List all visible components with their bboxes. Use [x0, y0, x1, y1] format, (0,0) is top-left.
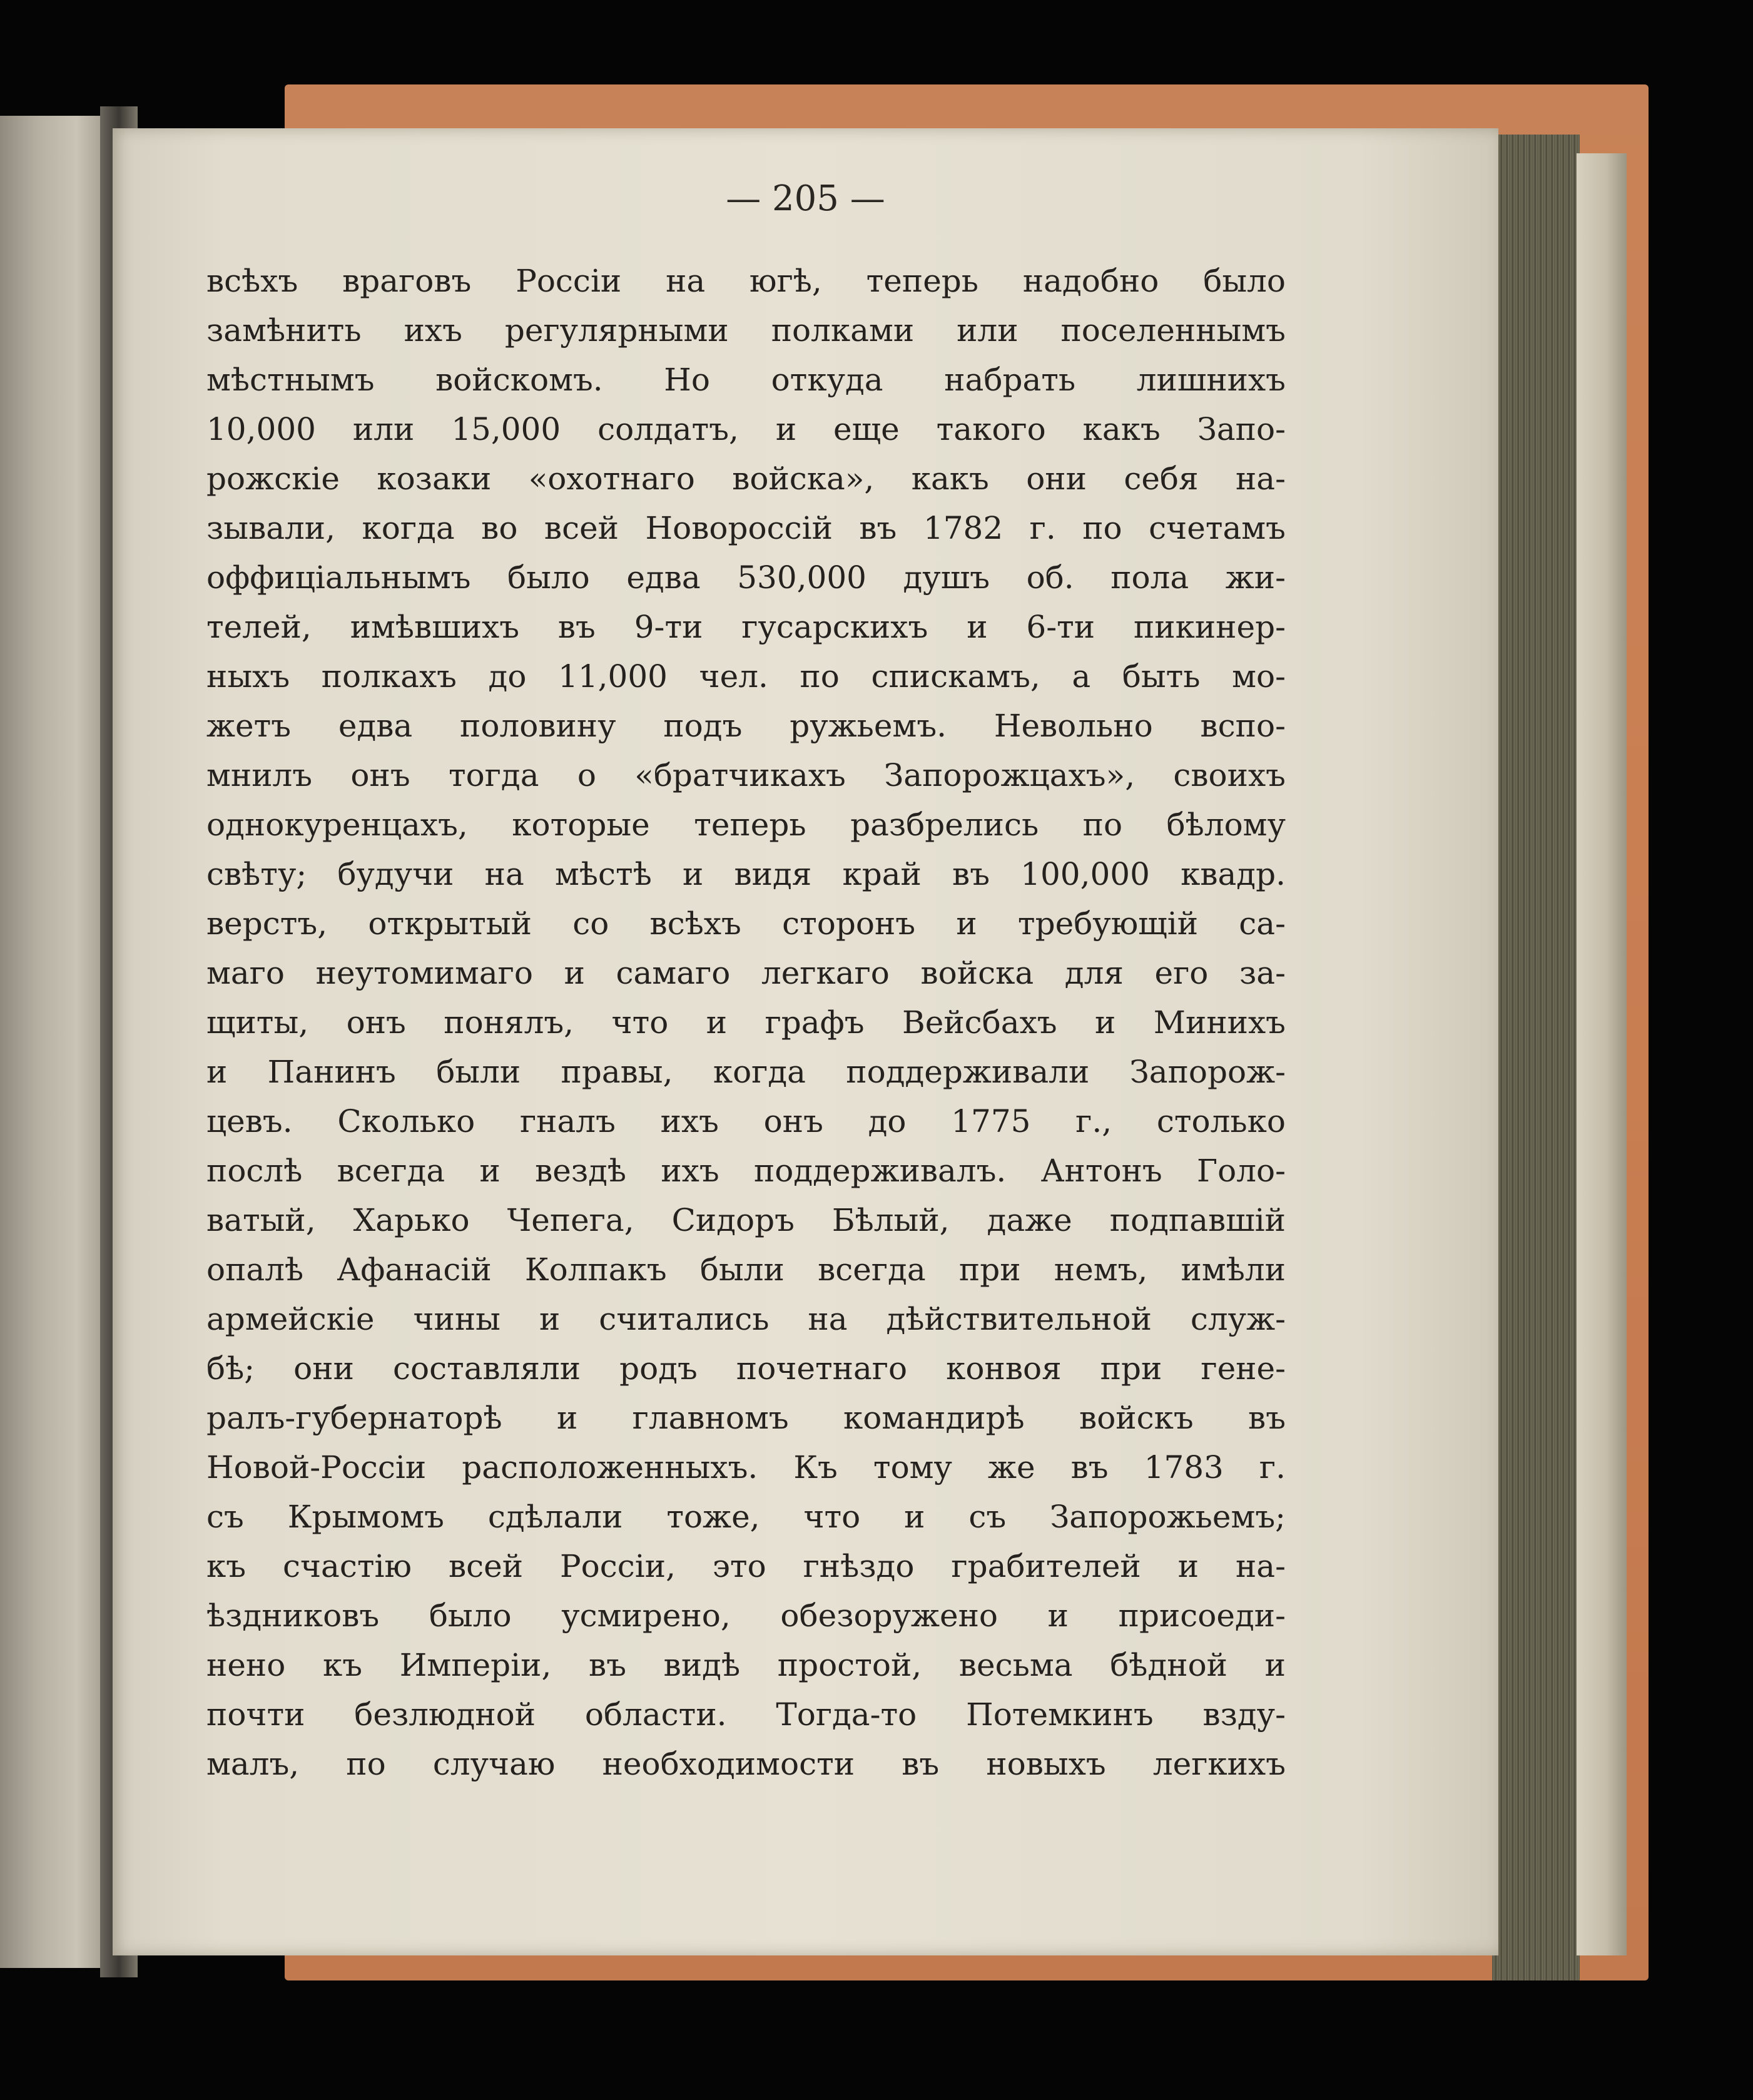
text-line: замѣнить ихъ регулярными полками или поселеннымъ — [206, 312, 1286, 349]
text-line: Новой-Россіи расположенныхъ. Къ тому же въ 1783 г. — [206, 1449, 1286, 1486]
text-line: телей, имѣвшихъ въ 9-ти гусарскихъ и 6-ти пикинер- — [206, 609, 1286, 645]
text-line: зывали, когда во всей Новороссій въ 1782 г. по счетамъ — [206, 510, 1286, 546]
page-block-outer-edge — [1577, 153, 1627, 1955]
text-line: всѣхъ враговъ Россіи на югѣ, теперь надобно было — [206, 263, 1286, 299]
text-line: жетъ едва половину подъ ружьемъ. Невольно вспо- — [206, 708, 1286, 744]
text-line: мѣстнымъ войскомъ. Но откуда набрать лишнихъ — [206, 362, 1286, 398]
text-line: маго неутомимаго и самаго легкаго войска для его за- — [206, 955, 1286, 991]
text-line: къ счастію всей Россіи, это гнѣздо грабителей и на- — [206, 1548, 1286, 1584]
text-line: ралъ-губернаторѣ и главномъ командирѣ войскъ въ — [206, 1400, 1286, 1436]
text-line: ныхъ полкахъ до 11,000 чел. по спискамъ, а быть мо- — [206, 658, 1286, 695]
page-block-edges — [1492, 135, 1580, 1980]
text-line: щиты, онъ понялъ, что и графъ Вейсбахъ и Минихъ — [206, 1004, 1286, 1041]
text-line: почти безлюдной области. Тогда-то Потемкинъ взду- — [206, 1696, 1286, 1733]
text-line: опалѣ Афанасій Колпакъ были всегда при немъ, имѣли — [206, 1251, 1286, 1288]
text-line: бѣ; они составляли родъ почетнаго конвоя при гене- — [206, 1350, 1286, 1387]
text-line: послѣ всегда и вездѣ ихъ поддерживалъ. Антонъ Голо- — [206, 1153, 1286, 1189]
text-line: ѣздниковъ было усмирено, обезоружено и присоеди- — [206, 1598, 1286, 1634]
book-page — [113, 128, 1498, 1955]
text-line: 10,000 или 15,000 солдатъ, и еще такого какъ Запо- — [206, 411, 1286, 447]
text-line: оффиціальнымъ было едва 530,000 душъ об. пола жи- — [206, 559, 1286, 596]
text-line: съ Крымомъ сдѣлали тоже, что и съ Запорожьемъ; — [206, 1499, 1286, 1535]
text-line: и Панинъ были правы, когда поддерживали Запорож- — [206, 1054, 1286, 1090]
text-line: ватый, Харько Чепега, Сидоръ Бѣлый, даже подпавшій — [206, 1202, 1286, 1238]
text-line: цевъ. Сколько гналъ ихъ онъ до 1775 г., столько — [206, 1103, 1286, 1139]
text-line: однокуренцахъ, которые теперь разбрелись по бѣлому — [206, 807, 1286, 843]
text-line: верстъ, открытый со всѣхъ сторонъ и требующій са- — [206, 905, 1286, 942]
text-line: малъ, по случаю необходимости въ новыхъ легкихъ — [206, 1746, 1286, 1782]
text-line: нено къ Имперіи, въ видѣ простой, весьма бѣдной и — [206, 1647, 1286, 1683]
left-facing-page — [0, 116, 109, 1968]
text-line: рожскіе козаки «охотнаго войска», какъ они себя на- — [206, 461, 1286, 497]
body-text — [206, 257, 1286, 1789]
text-line: армейскіе чины и считались на дѣйствительной служ- — [206, 1301, 1286, 1337]
text-line: мнилъ онъ тогда о «братчикахъ Запорожцахъ», своихъ — [206, 757, 1286, 793]
page-number: — 205 — — [726, 178, 885, 219]
text-line: свѣту; будучи на мѣстѣ и видя край въ 100,000 квадр. — [206, 856, 1286, 892]
